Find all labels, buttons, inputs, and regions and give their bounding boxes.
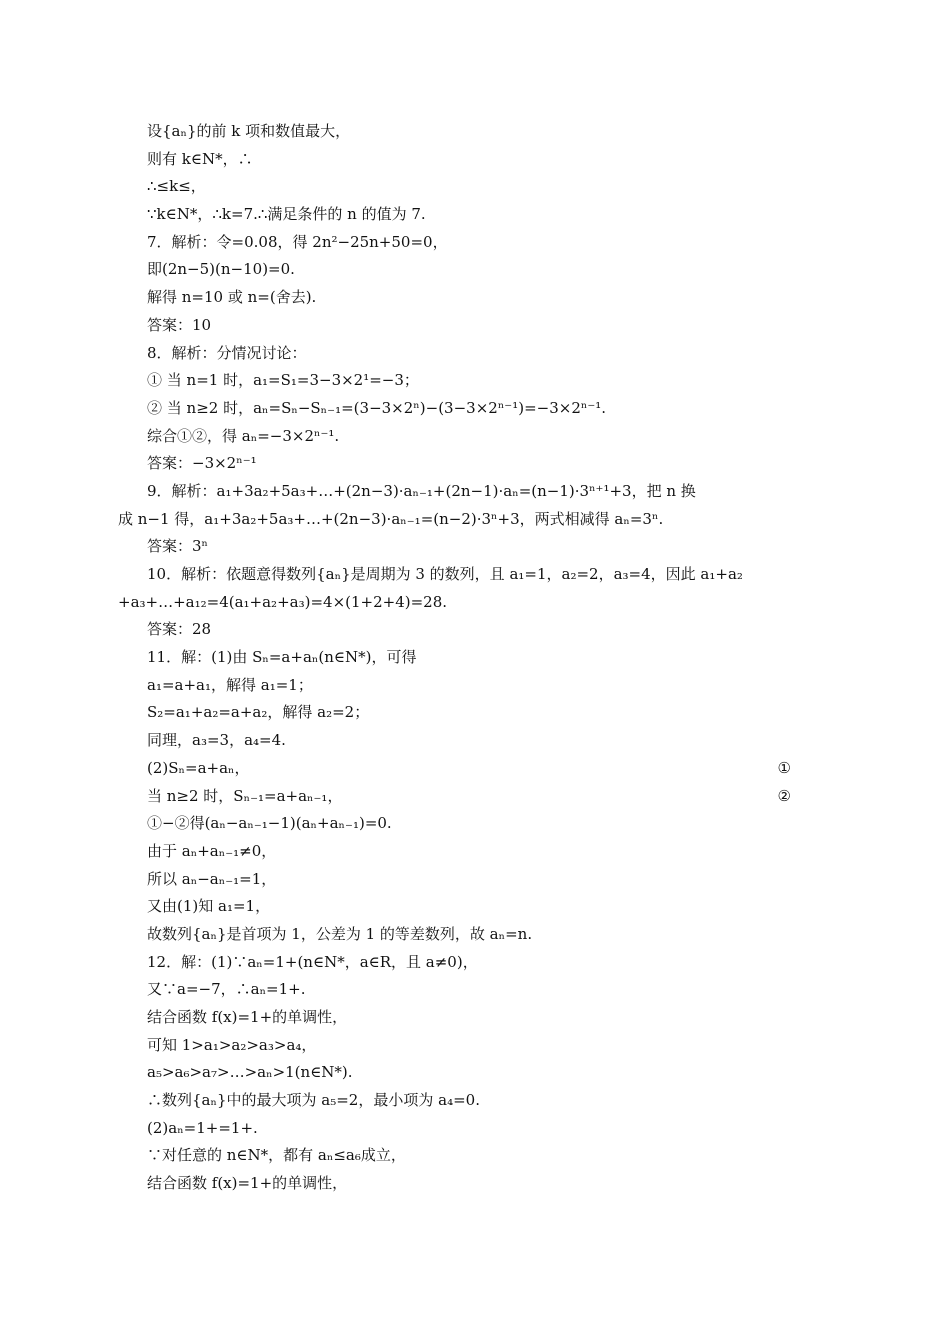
solution-text — [118, 118, 807, 1198]
text-line: 设{aₙ}的前 k 项和数值最大， — [147, 122, 351, 140]
text-line: S₂=a₁+a₂=a+a₂，解得 a₂=2； — [147, 703, 370, 722]
text-line: ∵k∈N*，∴k=7.∴满足条件的 n 的值为 7. — [147, 205, 426, 224]
text-line: ①−②得(aₙ−aₙ₋₁−1)(aₙ+aₙ₋₁)=0. — [147, 814, 392, 833]
text-line: 7．解析：令=0.08，得 2n²−25n+50=0， — [147, 232, 448, 251]
text-line: ② 当 n≥2 时，aₙ=Sₙ−Sₙ₋₁=(3−3×2ⁿ)−(3−3×2ⁿ⁻¹)=−3×2ⁿ⁻¹. — [147, 398, 607, 417]
text-line: 由于 aₙ+aₙ₋₁≠0， — [147, 841, 277, 860]
text-line: 解得 n=10 或 n=(舍去). — [147, 288, 317, 307]
text-line-continued: +a₃+…+a₁₂=4(a₁+a₂+a₃)=4×(1+2+4)=28. — [118, 592, 448, 611]
text-line: 结合函数 f(x)=1+的单调性， — [147, 1008, 348, 1026]
text-line: 答案：−3×2ⁿ⁻¹ — [147, 454, 257, 473]
text-line: 10．解析：依题意得数列{aₙ}是周期为 3 的数列，且 a₁=1，a₂=2，a₃=4，因此 a₁+a₂ — [147, 565, 743, 583]
text-line — [147, 755, 807, 783]
text-line: 答案：10 — [147, 315, 212, 334]
text-line: 8．解析：分情况讨论： — [147, 343, 307, 362]
equation-number: ① — [777, 758, 791, 777]
text-line: 结合函数 f(x)=1+的单调性， — [147, 1174, 348, 1193]
text-line: 综合①②，得 aₙ=−3×2ⁿ⁻¹. — [147, 426, 340, 445]
text-line: 可知 1>a₁>a₂>a₃>a₄， — [147, 1035, 317, 1054]
text-line: ∴≤k≤， — [147, 177, 206, 196]
text-line: 即(2n−5)(n−10)=0. — [147, 260, 295, 279]
text-line: 同理，a₃=3，a₄=4. — [147, 731, 286, 750]
text-line: (2)aₙ=1+=1+. — [147, 1118, 258, 1137]
text-line: 又由(1)知 a₁=1， — [147, 897, 271, 916]
text-line-continued: 成 n−1 得，a₁+3a₂+5a₃+…+(2n−3)·aₙ₋₁=(n−2)·3ⁿ+3，两式相减得 aₙ=3ⁿ. — [118, 509, 664, 528]
text-line: 则有 k∈N*，∴ — [147, 149, 253, 168]
text-line: 11．解：(1)由 Sₙ=a+aₙ(n∈N*)，可得 — [147, 648, 417, 667]
text-line: a₁=a+a₁，解得 a₁=1； — [147, 675, 313, 694]
text-line: a₅>a₆>a₇>…>aₙ>1(n∈N*). — [147, 1063, 353, 1082]
text-line: ∴数列{aₙ}中的最大项为 a₅=2，最小项为 a₄=0. — [147, 1091, 480, 1110]
text-line: ① 当 n=1 时，a₁=S₁=3−3×2¹=−3； — [147, 371, 419, 390]
equation-number: ② — [777, 786, 791, 805]
text-line: 答案：28 — [147, 620, 212, 639]
text-line: ∵对任意的 n∈N*，都有 aₙ≤a₆成立， — [147, 1146, 406, 1165]
text-line: 又∵a=−7，∴aₙ=1+. — [147, 980, 306, 999]
text-line — [147, 783, 807, 811]
text-line: 12．解：(1)∵aₙ=1+(n∈N*，a∈R，且 a≠0)， — [147, 952, 478, 971]
text-line: 故数列{aₙ}是首项为 1，公差为 1 的等差数列，故 aₙ=n. — [147, 924, 533, 943]
equation-text: 当 n≥2 时，Sₙ₋₁=a+aₙ₋₁， — [147, 786, 343, 805]
text-line: 答案：3ⁿ — [147, 537, 209, 556]
text-line: 所以 aₙ−aₙ₋₁=1， — [147, 869, 277, 888]
text-line: 9．解析：a₁+3a₂+5a₃+…+(2n−3)·aₙ₋₁+(2n−1)·aₙ=(n−1)·3ⁿ⁺¹+3，把 n 换 — [147, 481, 696, 500]
equation-text: (2)Sₙ=a+aₙ， — [147, 758, 250, 777]
